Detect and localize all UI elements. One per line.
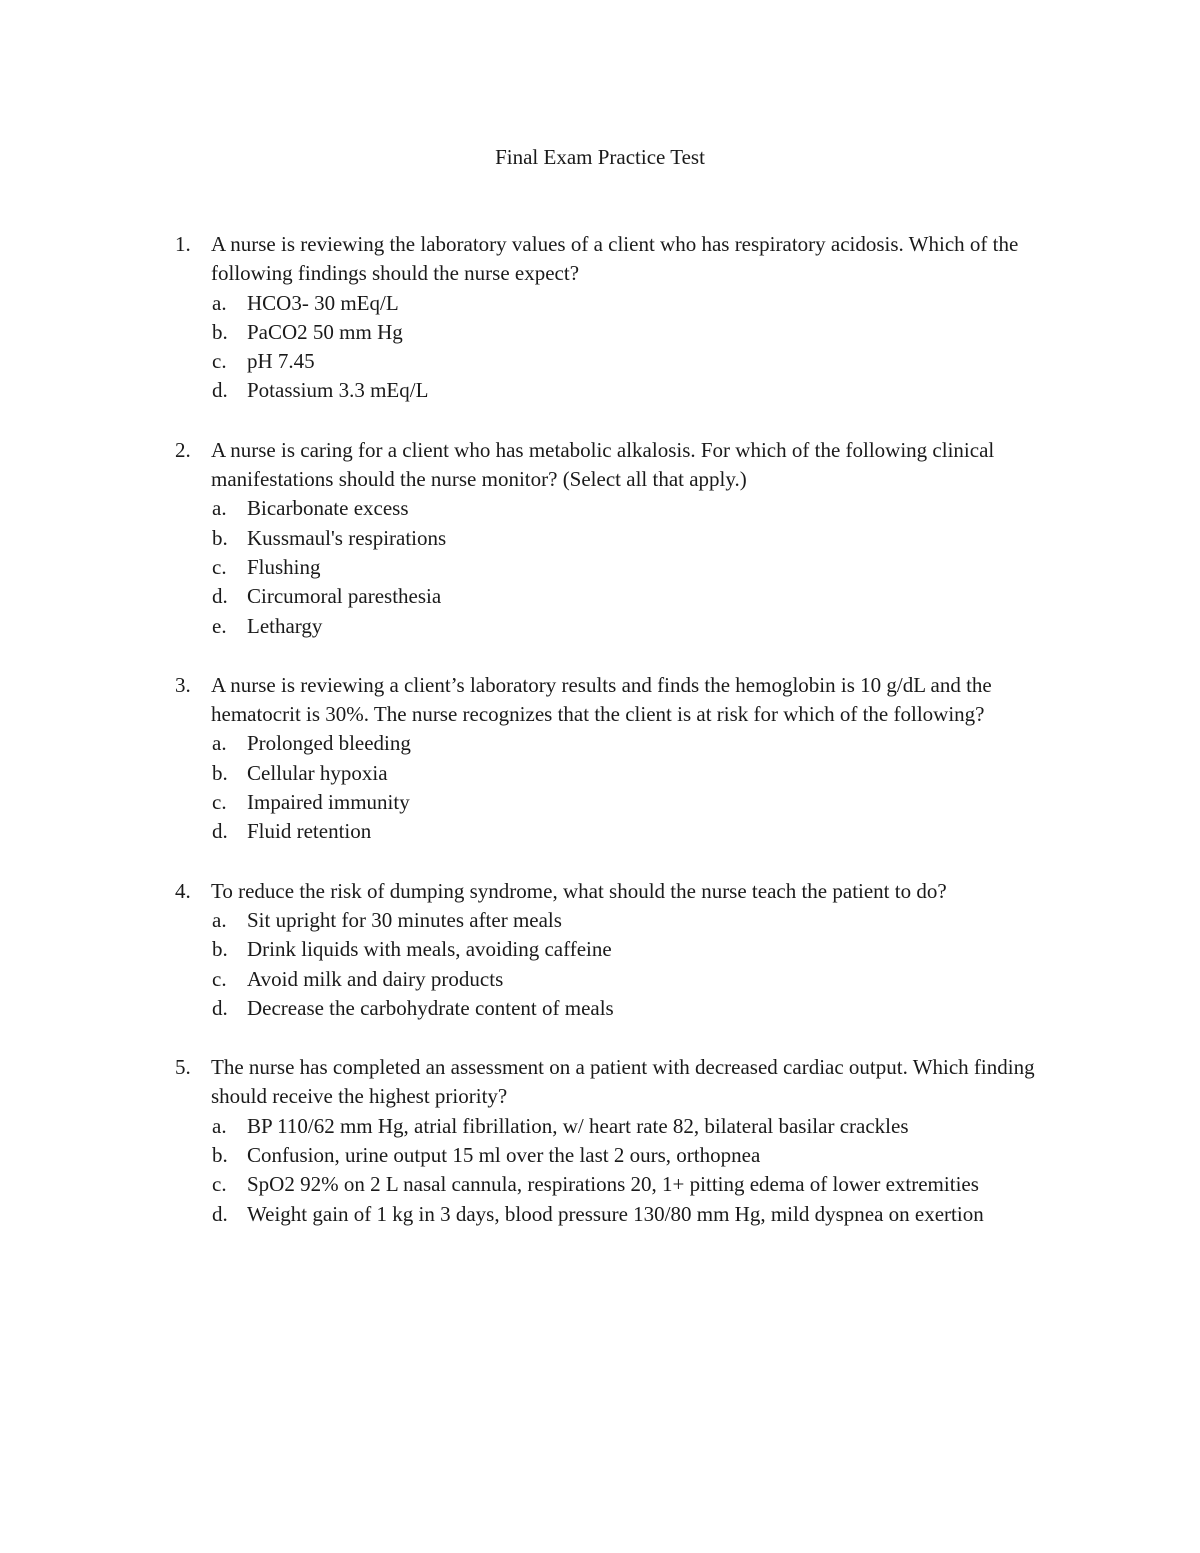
question-list <box>0 230 1200 1259</box>
question-text: The nurse has completed an assessment on a patient with decreased cardiac output. Which finding should receive the highest priority? <box>211 1055 1035 1109</box>
option-text: Lethargy <box>247 613 323 638</box>
option-letter: d. <box>212 584 228 609</box>
option-letter: d. <box>212 378 228 403</box>
option-letter: c. <box>212 790 227 815</box>
question-3 <box>0 671 1200 847</box>
option-text: Drink liquids with meals, avoiding caffeine <box>247 937 612 962</box>
option-letter: a. <box>212 496 227 521</box>
answer-option <box>0 729 1200 758</box>
option-text: Potassium 3.3 mEq/L <box>247 378 429 403</box>
option-letter: a. <box>212 731 227 756</box>
option-letter: b. <box>212 525 228 550</box>
option-letter: a. <box>212 290 227 315</box>
question-text: To reduce the risk of dumping syndrome, what should the nurse teach the patient to do? <box>211 878 947 903</box>
answer-option <box>0 612 1200 641</box>
answer-option <box>0 788 1200 817</box>
answer-option <box>0 1200 1200 1229</box>
option-letter: a. <box>212 1113 227 1138</box>
option-letter: c. <box>212 1172 227 1197</box>
option-letter: d. <box>212 995 228 1020</box>
option-letter: c. <box>212 554 227 579</box>
answer-option <box>0 494 1200 523</box>
answer-option <box>0 318 1200 347</box>
answer-option <box>0 1112 1200 1141</box>
answer-options <box>0 729 1200 846</box>
option-text: Bicarbonate excess <box>247 496 409 521</box>
answer-options <box>0 1112 1200 1229</box>
answer-option <box>0 935 1200 964</box>
option-letter: d. <box>212 819 228 844</box>
option-text: Sit upright for 30 minutes after meals <box>247 907 562 932</box>
option-letter: b. <box>212 1143 228 1168</box>
answer-option <box>0 906 1200 935</box>
question-4 <box>0 877 1200 1023</box>
answer-option <box>0 965 1200 994</box>
option-letter: e. <box>212 613 227 638</box>
question-5 <box>0 1053 1200 1229</box>
question-number: 2. <box>175 437 191 462</box>
question-1 <box>0 230 1200 406</box>
answer-options <box>0 289 1200 406</box>
option-text: Confusion, urine output 15 ml over the last 2 ours, orthopnea <box>247 1143 761 1168</box>
question-number: 3. <box>175 672 191 697</box>
option-text: BP 110/62 mm Hg, atrial fibrillation, w/ heart rate 82, bilateral basilar crackles <box>247 1113 909 1138</box>
question-number: 5. <box>175 1055 191 1080</box>
option-letter: a. <box>212 907 227 932</box>
answer-option <box>0 582 1200 611</box>
option-text: HCO3- 30 mEq/L <box>247 290 399 315</box>
answer-option <box>0 524 1200 553</box>
question-number: 4. <box>175 878 191 903</box>
answer-option <box>0 759 1200 788</box>
option-letter: c. <box>212 349 227 374</box>
answer-option <box>0 1141 1200 1170</box>
answer-option <box>0 347 1200 376</box>
option-text: Circumoral paresthesia <box>247 584 442 609</box>
question-text: A nurse is caring for a client who has metabolic alkalosis. For which of the following clinical manifestations should the nurse monitor? (Select all that apply.) <box>211 437 995 492</box>
answer-options <box>0 906 1200 1023</box>
answer-option <box>0 553 1200 582</box>
option-text: PaCO2 50 mm Hg <box>247 319 403 344</box>
question-text: A nurse is reviewing the laboratory values of a client who has respiratory acidosis. Which of the following findings should the nurse expect? <box>211 232 1019 286</box>
option-text: Prolonged bleeding <box>247 731 411 756</box>
option-text: SpO2 92% on 2 L nasal cannula, respirations 20, 1+ pitting edema of lower extremities <box>247 1172 979 1197</box>
option-letter: d. <box>212 1201 228 1226</box>
option-text: Impaired immunity <box>247 790 410 815</box>
option-letter: c. <box>212 966 227 991</box>
answer-options <box>0 494 1200 640</box>
option-text: Avoid milk and dairy products <box>247 966 504 991</box>
option-letter: b. <box>212 760 228 785</box>
question-number: 1. <box>175 232 191 256</box>
answer-option <box>0 817 1200 846</box>
option-letter: b. <box>212 937 228 962</box>
answer-option <box>0 289 1200 318</box>
answer-option <box>0 1170 1200 1199</box>
option-letter: b. <box>212 319 228 344</box>
answer-option <box>0 994 1200 1023</box>
option-text: Fluid retention <box>247 819 372 844</box>
option-text: Kussmaul's respirations <box>247 525 447 550</box>
document-title: Final Exam Practice Test <box>495 145 705 169</box>
option-text: pH 7.45 <box>247 349 315 374</box>
question-2 <box>0 436 1200 641</box>
option-text: Cellular hypoxia <box>247 760 388 785</box>
question-text: A nurse is reviewing a client’s laboratory results and finds the hemoglobin is 10 g/dL and the hematocrit is 30%. The nurse recognizes that the client is at risk for which of the following? <box>211 672 992 727</box>
option-text: Flushing <box>247 554 321 579</box>
option-text: Weight gain of 1 kg in 3 days, blood pressure 130/80 mm Hg, mild dyspnea on exertion <box>247 1201 984 1226</box>
answer-option <box>0 376 1200 405</box>
option-text: Decrease the carbohydrate content of meals <box>247 995 614 1020</box>
